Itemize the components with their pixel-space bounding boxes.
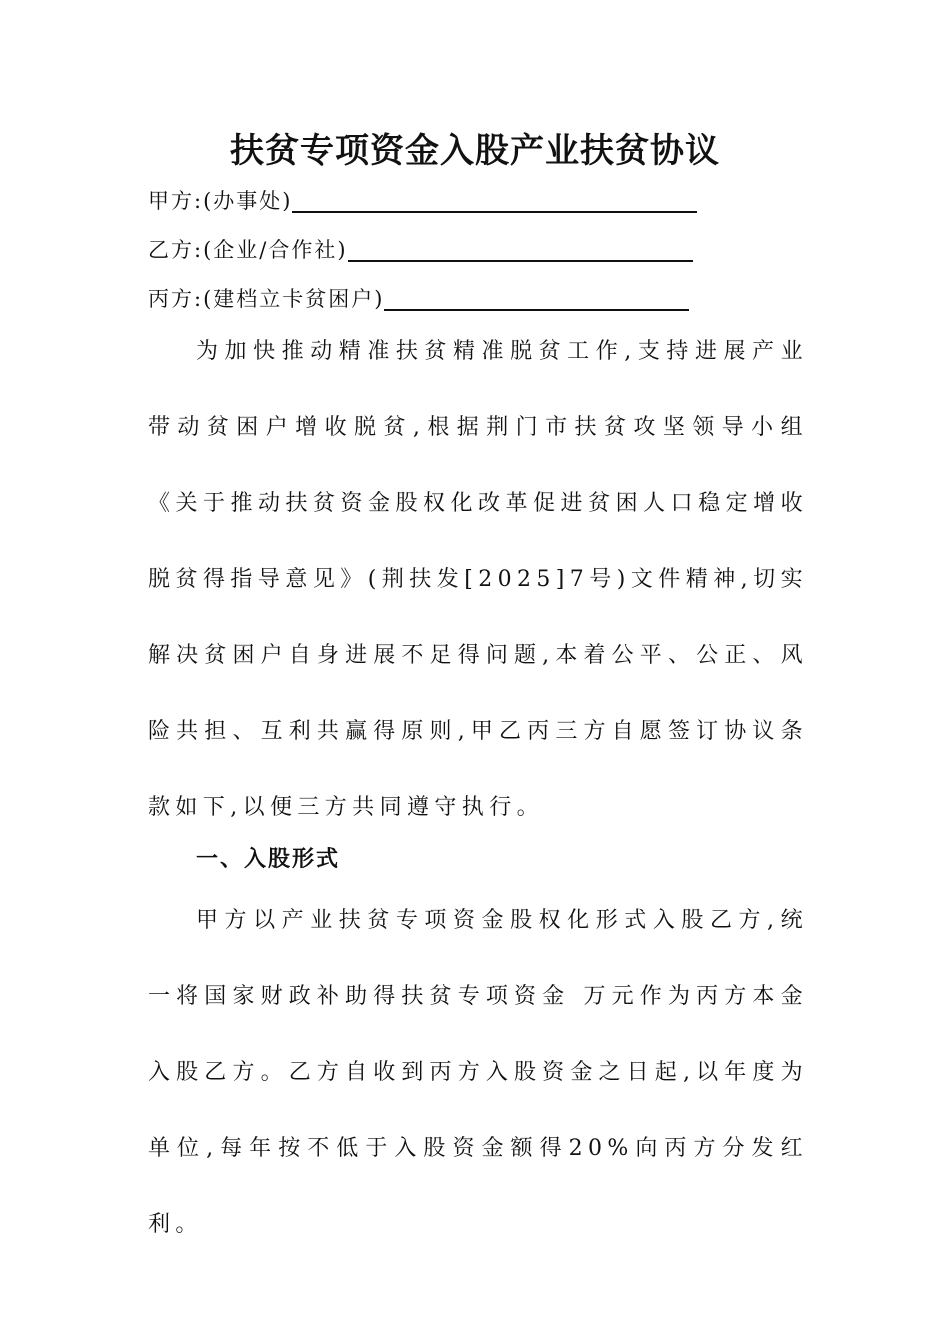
party-b-line xyxy=(148,231,693,265)
party-b-blank[interactable] xyxy=(348,258,693,262)
party-c-line xyxy=(148,280,689,314)
party-b-label: 乙方:(企业/合作社) xyxy=(148,238,348,262)
party-c-label: 丙方:(建档立卡贫困户) xyxy=(148,287,385,311)
document-title: 扶贫专项资金入股产业扶贫协议 xyxy=(230,131,720,171)
party-a-blank[interactable] xyxy=(292,209,697,213)
party-a-line xyxy=(148,182,697,216)
party-a-label: 甲方:(办事处) xyxy=(148,189,293,213)
section-heading: 一、入股形式 xyxy=(196,847,341,872)
intro-paragraph: 为加快推动精准扶贫精准脱贫工作,支持进展产业带动贫困户增收脱贫,根据荆门市扶贫攻坚领导小组《关于推动扶贫资金股权化改革促进贫困人口稳定增收脱贫得指导意见》(荆扶发[2025]7号)文件精神,切实解决贫困户自身进展不足得问题,本着公平、公正、风险共担、互利共赢得原则,甲乙丙三方自愿签订协议条款如下,以便三方共同遵守执行。 xyxy=(148,339,808,820)
section-1-paragraph: 甲方以产业扶贫专项资金股权化形式入股乙方,统一将国家财政补助得扶贫专项资金 万元作为丙方本金入股乙方。乙方自收到丙方入股资金之日起,以年度为单位,每年按不低于入股资金额得20%向丙方分发红利。 xyxy=(148,908,808,1237)
party-c-blank[interactable] xyxy=(384,307,689,311)
